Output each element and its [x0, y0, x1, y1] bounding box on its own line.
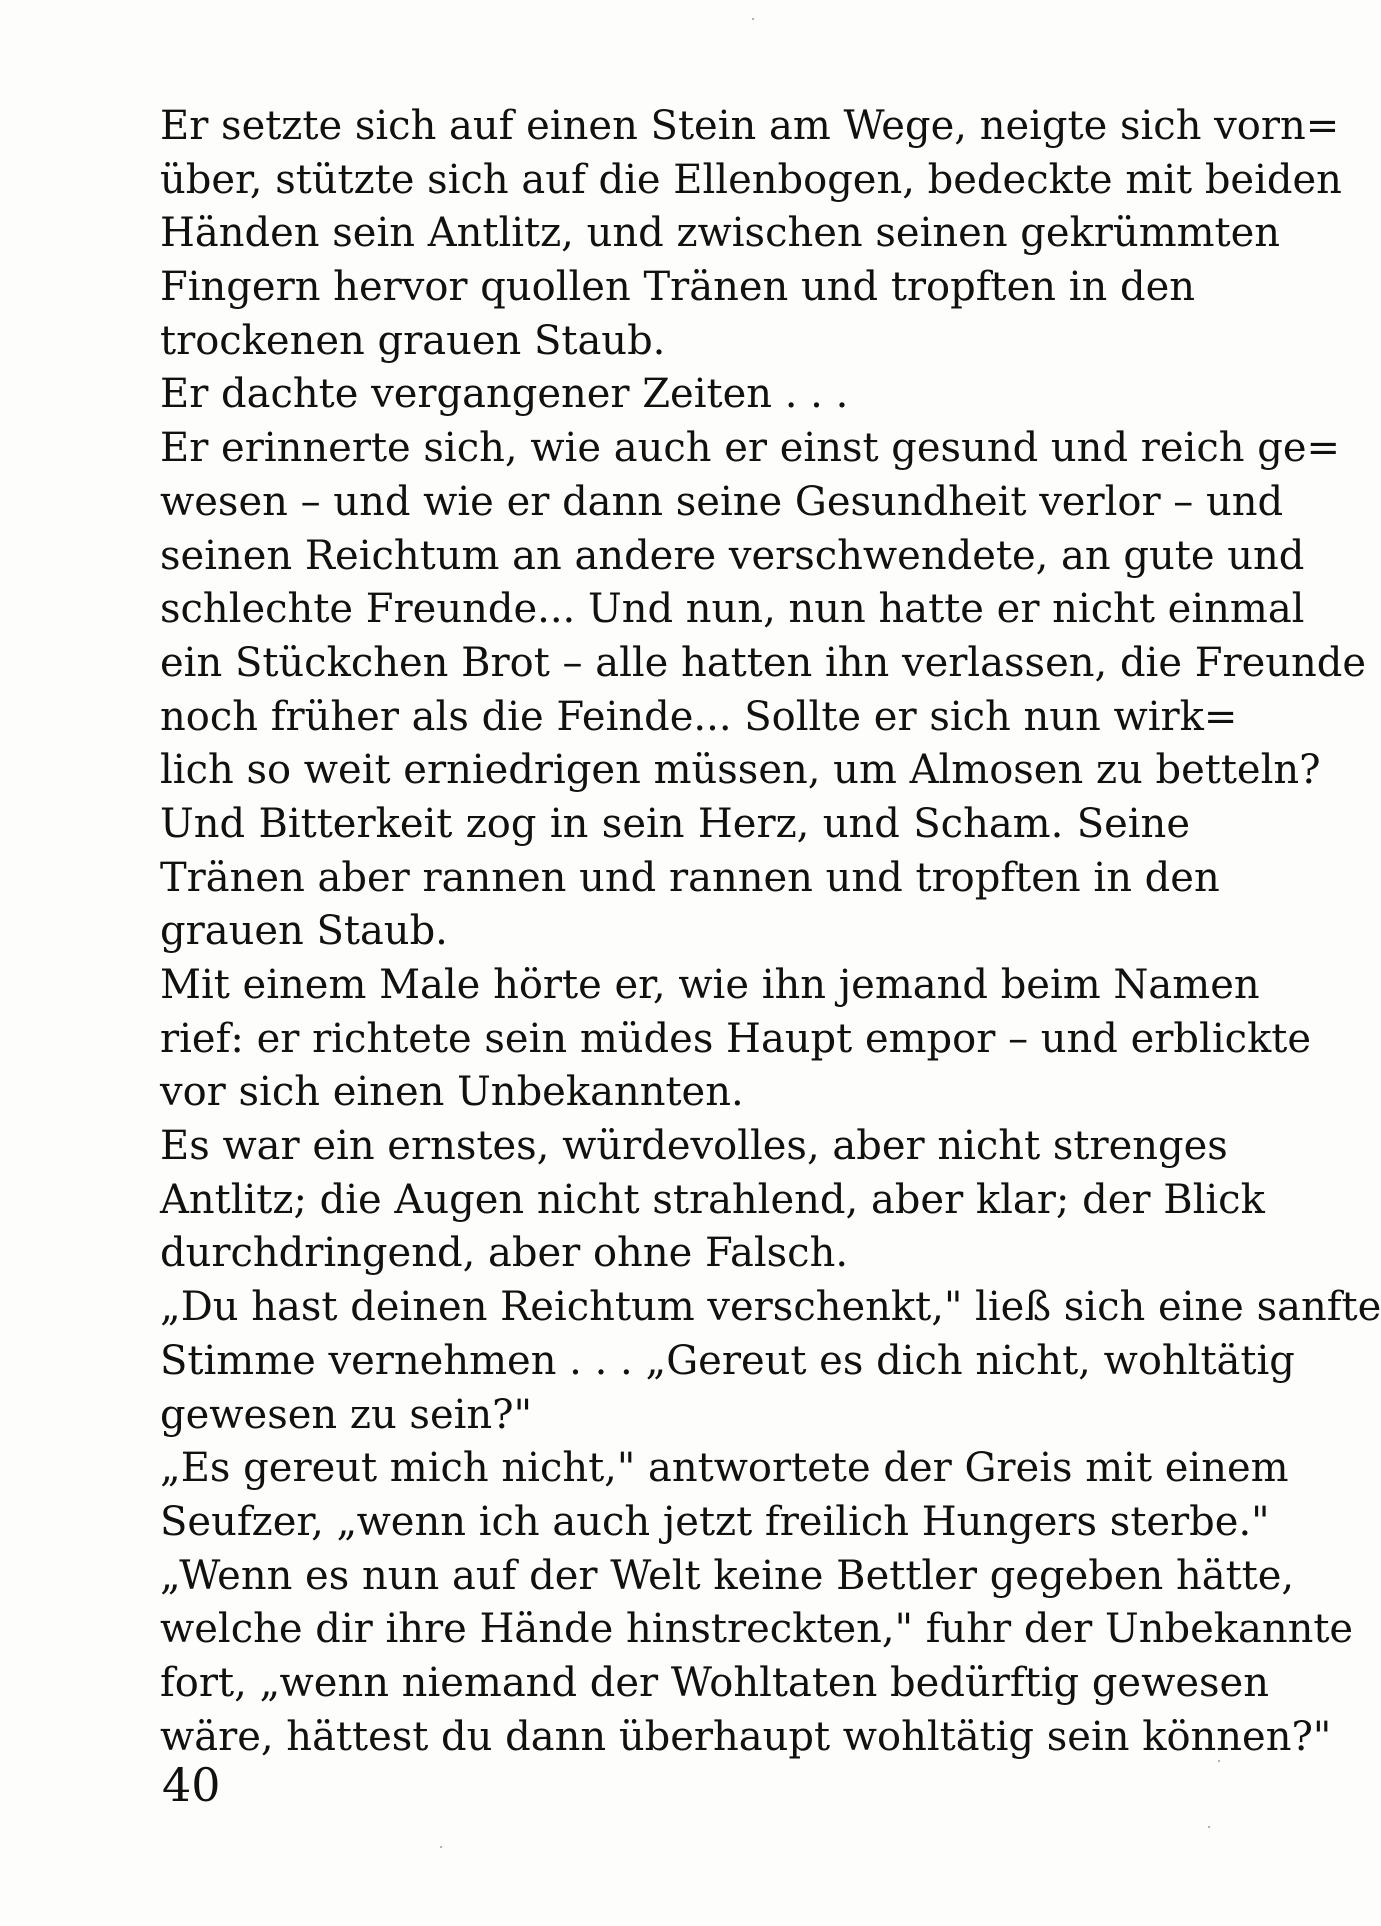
text-line: Tränen aber rannen und rannen und tropften in den — [160, 854, 1220, 901]
text-line: Es war ein ernstes, würdevolles, aber nicht strenges — [160, 1123, 1228, 1170]
text-line: ein Stückchen Brot – alle hatten ihn verlassen, die Freunde — [160, 639, 1367, 686]
text-line: grauen Staub. — [160, 908, 448, 955]
text-line: Fingern hervor quollen Tränen und tropften in den — [160, 264, 1196, 311]
text-line: über, stützte sich auf die Ellenbogen, bedeckte mit beiden — [160, 156, 1342, 203]
text-line: vor sich einen Unbekannten. — [160, 1069, 744, 1116]
page-number: 40 — [162, 1758, 221, 1812]
text-line: Er dachte vergangener Zeiten . . . — [160, 371, 849, 418]
text-line: Er erinnerte sich, wie auch er einst gesund und reich ge= — [160, 425, 1341, 472]
text-line: durchdringend, aber ohne Falsch. — [160, 1230, 849, 1277]
paper-speck — [1208, 1826, 1210, 1828]
text-line: „Du hast deinen Reichtum verschenkt," ließ sich eine sanfte — [160, 1284, 1381, 1331]
text-line: noch früher als die Feinde... Sollte er sich nun wirk= — [160, 693, 1238, 740]
text-line: Antlitz; die Augen nicht strahlend, aber klar; der Blick — [160, 1176, 1265, 1223]
paper-speck — [752, 18, 754, 20]
text-line: Stimme vernehmen . . . „Gereut es dich nicht, wohltätig — [160, 1337, 1295, 1384]
text-line: wäre, hättest du dann überhaupt wohltätig sein können?" — [160, 1713, 1332, 1760]
paper-speck — [440, 1846, 442, 1848]
text-line: seinen Reichtum an andere verschwendete, an gute und — [160, 532, 1305, 579]
text-line: lich so weit erniedrigen müssen, um Almosen zu betteln? — [160, 747, 1321, 794]
text-line: Und Bitterkeit zog in sein Herz, und Scham. Seine — [160, 800, 1190, 847]
text-line: rief: er richtete sein müdes Haupt empor – und erblickte — [160, 1015, 1311, 1062]
text-line: welche dir ihre Hände hinstreckten," fuhr der Unbekannte — [160, 1606, 1354, 1653]
text-line: Er setzte sich auf einen Stein am Wege, neigte sich vorn= — [160, 103, 1340, 149]
text-line: fort, „wenn niemand der Wohltaten bedürftig gewesen — [160, 1659, 1269, 1706]
text-line: Mit einem Male hörte er, wie ihn jemand beim Namen — [160, 962, 1260, 1008]
text-line: Seufzer, „wenn ich auch jetzt freilich Hungers sterbe." — [160, 1498, 1270, 1545]
body-text — [160, 100, 1381, 1764]
text-line: wesen – und wie er dann seine Gesundheit verlor – und — [160, 478, 1284, 525]
text-line: Händen sein Antlitz, und zwischen seinen gekrümmten — [160, 210, 1281, 257]
text-line: schlechte Freunde... Und nun, nun hatte er nicht einmal — [160, 586, 1305, 633]
text-line: „Wenn es nun auf der Welt keine Bettler gegeben hätte, — [160, 1552, 1295, 1599]
text-line: gewesen zu sein?" — [160, 1391, 533, 1438]
paper-speck — [1218, 1760, 1220, 1762]
text-line: „Es gereut mich nicht," antwortete der Greis mit einem — [160, 1445, 1289, 1492]
text-line: trockenen grauen Staub. — [160, 317, 666, 364]
